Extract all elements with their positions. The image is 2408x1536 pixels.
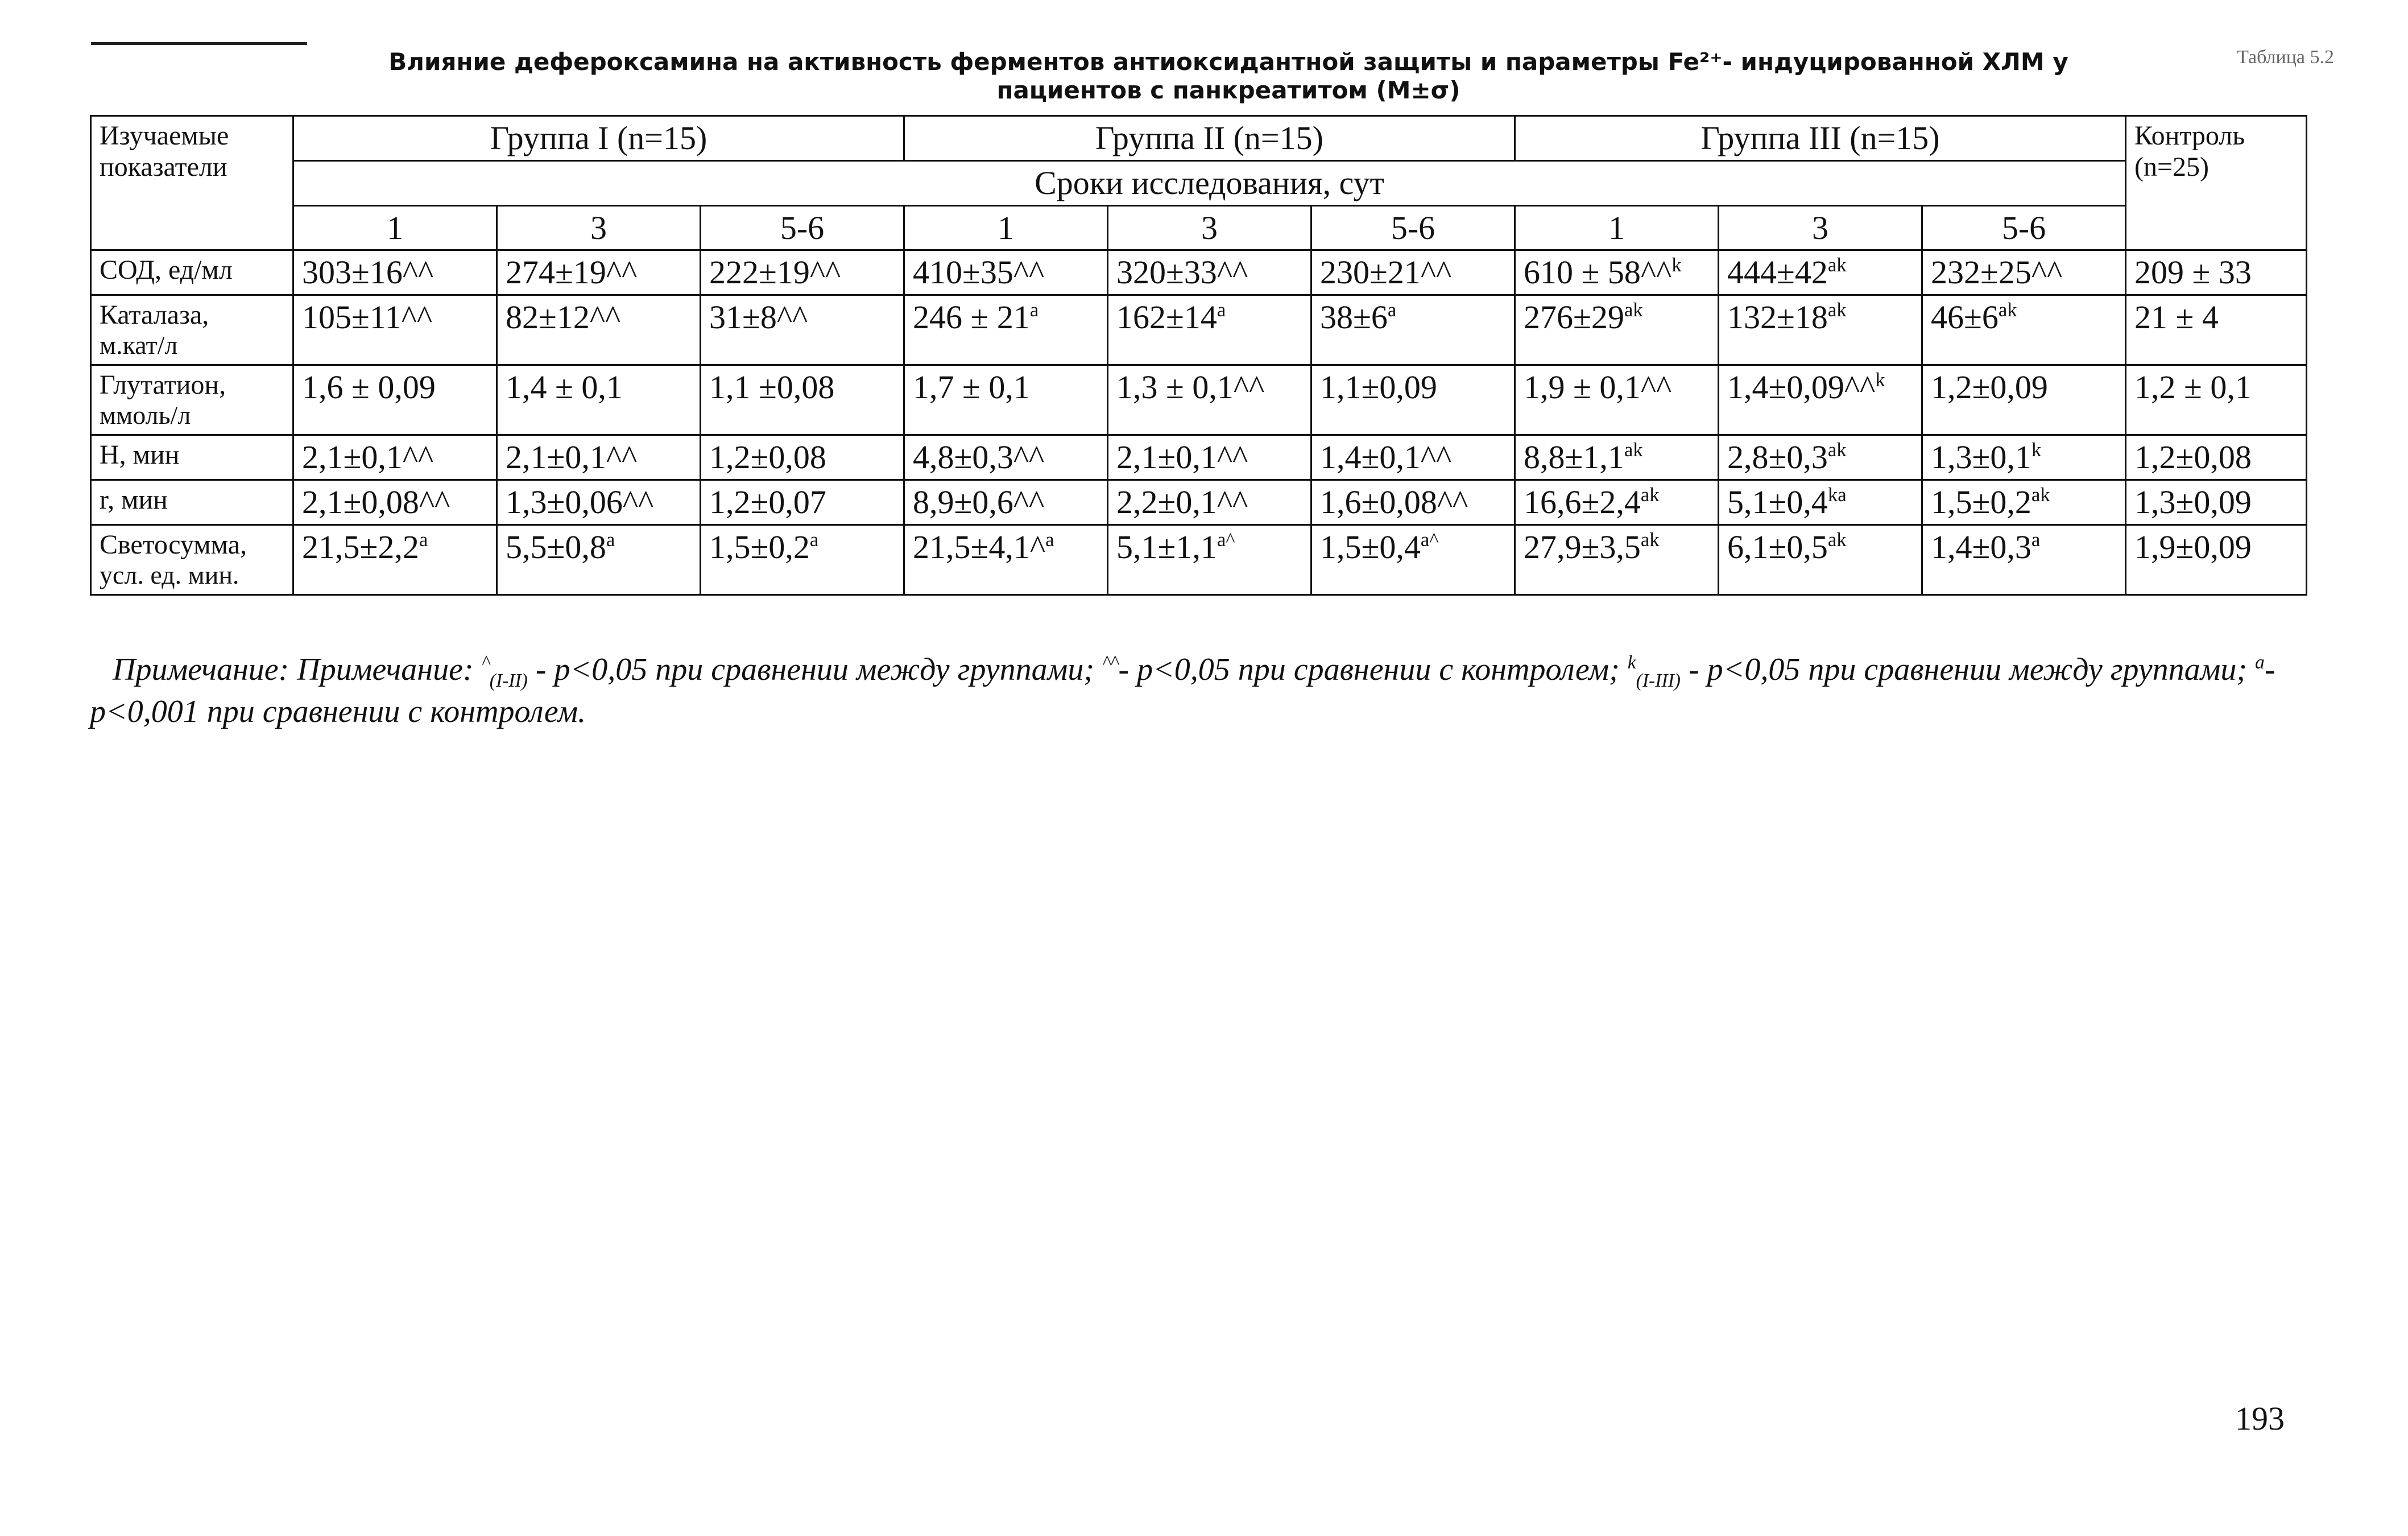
- cell-value: 1,4±0,3: [1931, 528, 2032, 565]
- table-cell: [1719, 365, 1922, 435]
- table-cell: [1108, 295, 1311, 365]
- table-cell: [1108, 480, 1311, 525]
- cell-superscript: a: [1387, 299, 1397, 321]
- note-text-5: - p<0,001 при сравнении с контролем.: [90, 652, 2275, 729]
- table-cell: [293, 480, 497, 525]
- cell-value: 6,1±0,5: [1727, 528, 1828, 565]
- row-label-name: H, мин: [100, 440, 180, 470]
- cell-value: 1,9 ± 0,1^^: [1524, 369, 1672, 406]
- table-cell: [2126, 525, 2307, 594]
- table-cell: [701, 435, 904, 480]
- header-control: Контроль (n=25): [2126, 116, 2307, 250]
- row-label-unit: м.кат/л: [100, 331, 178, 360]
- table-cell: [1922, 480, 2126, 525]
- note-mark-1: ^: [481, 651, 490, 673]
- table-cell: [2126, 480, 2307, 525]
- cell-value: 82±12^^: [506, 299, 621, 336]
- table-cell: [1515, 365, 1719, 435]
- table-cell: [1515, 435, 1719, 480]
- cell-superscript: ak: [1624, 299, 1643, 321]
- cell-value: 27,9±3,5: [1524, 528, 1641, 565]
- table-cell: [701, 295, 904, 365]
- cell-value: 21 ± 4: [2134, 299, 2219, 336]
- table-cell: [1108, 525, 1311, 594]
- cell-value: 8,8±1,1: [1524, 439, 1624, 476]
- cell-value: 209 ± 33: [2134, 254, 2252, 291]
- cell-value: 1,1 ±0,08: [709, 369, 835, 406]
- cell-value: 4,8±0,3^^: [913, 439, 1045, 476]
- header-indicators: Изучаемые показатели: [91, 116, 293, 250]
- row-label: [91, 365, 293, 435]
- table-label: Таблица 5.2: [2237, 47, 2334, 68]
- cell-value: 274±19^^: [506, 254, 638, 291]
- header-day: 1: [1515, 205, 1719, 250]
- row-label-unit: усл. ед. мин.: [100, 560, 239, 590]
- note-text-3: - p<0,05 при сравнении с контролем;: [1118, 652, 1628, 687]
- cell-superscript: a: [419, 528, 428, 551]
- cell-value: 610 ± 58^^: [1524, 254, 1672, 291]
- cell-value: 1,6±0,08^^: [1320, 484, 1468, 521]
- table-cell: [1515, 525, 1719, 594]
- cell-value: 2,8±0,3: [1727, 439, 1828, 476]
- table-cell: [1311, 525, 1515, 594]
- table-cell: [701, 480, 904, 525]
- cell-superscript: k: [1875, 369, 1885, 391]
- cell-value: 1,2 ± 0,1: [2134, 369, 2252, 406]
- cell-value: 5,1±1,1: [1116, 528, 1217, 565]
- header-group-1: Группа I (n=15): [293, 116, 904, 161]
- cell-value: 1,3 ± 0,1^^: [1116, 369, 1265, 406]
- header-group-3: Группа III (n=15): [1515, 116, 2126, 161]
- table-cell: [1515, 250, 1719, 295]
- row-label-name: Каталаза,: [100, 300, 209, 331]
- cell-value: 5,1±0,4: [1727, 484, 1828, 521]
- header-day: 1: [904, 205, 1108, 250]
- table-cell: [293, 525, 497, 594]
- data-table: [90, 115, 2307, 596]
- note-group-1: (I-II): [489, 670, 528, 692]
- header-day: 3: [497, 205, 701, 250]
- table-row: [91, 295, 2307, 365]
- table-cell: [2126, 365, 2307, 435]
- table-cell: [701, 525, 904, 594]
- table-row: [91, 525, 2307, 594]
- cell-value: 105±11^^: [302, 299, 433, 336]
- cell-value: 8,9±0,6^^: [913, 484, 1045, 521]
- cell-superscript: a^: [1217, 528, 1235, 551]
- cell-value: 232±25^^: [1931, 254, 2063, 291]
- cell-superscript: ak: [1827, 528, 1847, 551]
- table-cell: [1922, 525, 2126, 594]
- row-label-name: r, мин: [100, 485, 168, 515]
- cell-value: 16,6±2,4: [1524, 484, 1641, 521]
- table-cell: [1922, 295, 2126, 365]
- table-cell: [293, 435, 497, 480]
- header-terms: Сроки исследования, сут: [293, 160, 2126, 205]
- cell-value: 1,2±0,08: [709, 439, 826, 476]
- table-cell: [293, 250, 497, 295]
- table-cell: [1311, 435, 1515, 480]
- table-cell: [293, 295, 497, 365]
- table-title: [148, 48, 2309, 105]
- cell-value: 1,5±0,4: [1320, 528, 1421, 565]
- cell-superscript: a: [809, 528, 819, 551]
- row-label: [91, 295, 293, 365]
- table-cell: [904, 435, 1108, 480]
- cell-value: 1,3±0,1: [1931, 439, 2032, 476]
- table-cell: [904, 365, 1108, 435]
- table-cell: [701, 365, 904, 435]
- cell-value: 2,1±0,1^^: [1116, 439, 1248, 476]
- cell-superscript: a: [1217, 299, 1226, 321]
- table-cell: [1719, 525, 1922, 594]
- cell-superscript: ak: [1640, 484, 1660, 506]
- cell-value: 1,1±0,09: [1320, 369, 1437, 406]
- table-row: [91, 480, 2307, 525]
- page-number: 193: [2235, 1400, 2285, 1437]
- note-mark-4: a: [2255, 651, 2265, 673]
- table-cell: [904, 480, 1108, 525]
- cell-value: 1,3±0,09: [2134, 484, 2252, 521]
- cell-value: 410±35^^: [913, 254, 1045, 291]
- title-line-2: пациентов с панкреатитом (M±σ): [996, 76, 1460, 104]
- cell-superscript: a^: [1420, 528, 1439, 551]
- note-text-4: - p<0,05 при сравнении между группами;: [1680, 652, 2256, 687]
- cell-value: 46±6: [1931, 299, 1999, 336]
- table-cell: [497, 250, 701, 295]
- cell-value: 2,1±0,08^^: [302, 484, 450, 521]
- table-cell: [1108, 250, 1311, 295]
- cell-value: 5,5±0,8: [506, 528, 606, 565]
- cell-superscript: ak: [1827, 299, 1847, 321]
- table-row: [91, 435, 2307, 480]
- cell-superscript: a: [606, 528, 615, 551]
- row-label-name: Светосумма,: [100, 529, 247, 560]
- row-label: [91, 480, 293, 525]
- row-label: [91, 250, 293, 295]
- cell-value: 1,4±0,09^^: [1727, 369, 1876, 406]
- table-cell: [1719, 480, 1922, 525]
- table-note: [90, 649, 2306, 733]
- cell-superscript: a: [1045, 528, 1054, 551]
- table-cell: [1922, 365, 2126, 435]
- cell-superscript: ak: [1827, 254, 1847, 276]
- cell-value: 276±29: [1524, 299, 1624, 336]
- cell-superscript: a: [1029, 299, 1039, 321]
- table-cell: [497, 480, 701, 525]
- row-label-name: Глутатион,: [100, 370, 226, 400]
- cell-value: 21,5±2,2: [302, 528, 419, 565]
- note-group-3: (I-III): [1636, 670, 1681, 692]
- row-label: [91, 435, 293, 480]
- cell-value: 1,4±0,1^^: [1320, 439, 1452, 476]
- cell-value: 21,5±4,1^: [913, 528, 1046, 565]
- table-cell: [293, 365, 497, 435]
- title-line-1: Влияние дефероксамина на активность ферментов антиоксидантной защиты и параметры Fe²⁺- индуцированной ХЛМ у: [388, 48, 2068, 76]
- table-cell: [2126, 250, 2307, 295]
- cell-value: 31±8^^: [709, 299, 808, 336]
- table-row: [91, 365, 2307, 435]
- cell-value: 1,7 ± 0,1: [913, 369, 1030, 406]
- cell-value: 1,6 ± 0,09: [302, 369, 436, 406]
- table-cell: [1108, 365, 1311, 435]
- table-cell: [1719, 295, 1922, 365]
- table-cell: [497, 435, 701, 480]
- top-rule: [91, 42, 307, 45]
- table-cell: [1515, 295, 1719, 365]
- table-cell: [1515, 480, 1719, 525]
- header-day: 5-6: [1311, 205, 1515, 250]
- cell-value: 38±6: [1320, 299, 1388, 336]
- table-cell: [701, 250, 904, 295]
- cell-value: 162±14: [1116, 299, 1217, 336]
- header-day: 5-6: [1922, 205, 2126, 250]
- cell-value: 320±33^^: [1116, 254, 1248, 291]
- table-cell: [2126, 435, 2307, 480]
- cell-value: 1,9±0,09: [2134, 528, 2252, 565]
- cell-value: 132±18: [1727, 299, 1828, 336]
- cell-value: 303±16^^: [302, 254, 434, 291]
- cell-superscript: k: [2031, 439, 2042, 461]
- cell-value: 246 ± 21: [913, 299, 1030, 336]
- cell-superscript: ak: [1640, 528, 1660, 551]
- table-cell: [1719, 435, 1922, 480]
- cell-value: 1,2±0,09: [1931, 369, 2048, 406]
- cell-value: 2,1±0,1^^: [506, 439, 638, 476]
- cell-value: 2,1±0,1^^: [302, 439, 434, 476]
- table-cell: [904, 250, 1108, 295]
- row-label: [91, 525, 293, 594]
- header-day: 3: [1719, 205, 1922, 250]
- table-cell: [1922, 435, 2126, 480]
- cell-superscript: ak: [1827, 439, 1847, 461]
- table-cell: [497, 525, 701, 594]
- cell-superscript: ak: [1998, 299, 2017, 321]
- cell-value: 1,4 ± 0,1: [506, 369, 623, 406]
- cell-value: 444±42: [1727, 254, 1828, 291]
- note-mark-3: k: [1627, 651, 1636, 673]
- table-cell: [1311, 480, 1515, 525]
- table-cell: [1108, 435, 1311, 480]
- header-day: 3: [1108, 205, 1311, 250]
- table-cell: [2126, 295, 2307, 365]
- cell-value: 1,5±0,2: [709, 528, 810, 565]
- table-cell: [1311, 365, 1515, 435]
- table-cell: [1719, 250, 1922, 295]
- cell-value: 1,2±0,07: [709, 484, 826, 521]
- header-day: 1: [293, 205, 497, 250]
- cell-value: 230±21^^: [1320, 254, 1452, 291]
- note-text-1: Примечание: Примечание:: [113, 652, 482, 687]
- table-cell: [1311, 250, 1515, 295]
- cell-superscript: ka: [1827, 484, 1847, 506]
- note-text-2: - p<0,05 при сравнении между группами;: [527, 652, 1102, 687]
- cell-value: 1,5±0,2: [1931, 484, 2032, 521]
- header-group-2: Группа II (n=15): [904, 116, 1515, 161]
- cell-superscript: a: [2031, 528, 2041, 551]
- cell-value: 1,2±0,08: [2134, 439, 2252, 476]
- cell-superscript: k: [1671, 254, 1682, 276]
- table-cell: [1311, 295, 1515, 365]
- cell-value: 222±19^^: [709, 254, 841, 291]
- header-day: 5-6: [701, 205, 904, 250]
- table-cell: [497, 365, 701, 435]
- cell-value: 2,2±0,1^^: [1116, 484, 1248, 521]
- row-label-name: СОД, ед/мл: [100, 255, 233, 286]
- cell-superscript: ak: [2031, 484, 2050, 506]
- cell-value: 1,3±0,06^^: [506, 484, 654, 521]
- cell-superscript: ak: [1624, 439, 1643, 461]
- note-mark-2: ^^: [1102, 651, 1119, 673]
- table-row: [91, 250, 2307, 295]
- table-cell: [497, 295, 701, 365]
- table-cell: [904, 295, 1108, 365]
- row-label-unit: ммоль/л: [100, 400, 191, 430]
- table-cell: [904, 525, 1108, 594]
- table-cell: [1922, 250, 2126, 295]
